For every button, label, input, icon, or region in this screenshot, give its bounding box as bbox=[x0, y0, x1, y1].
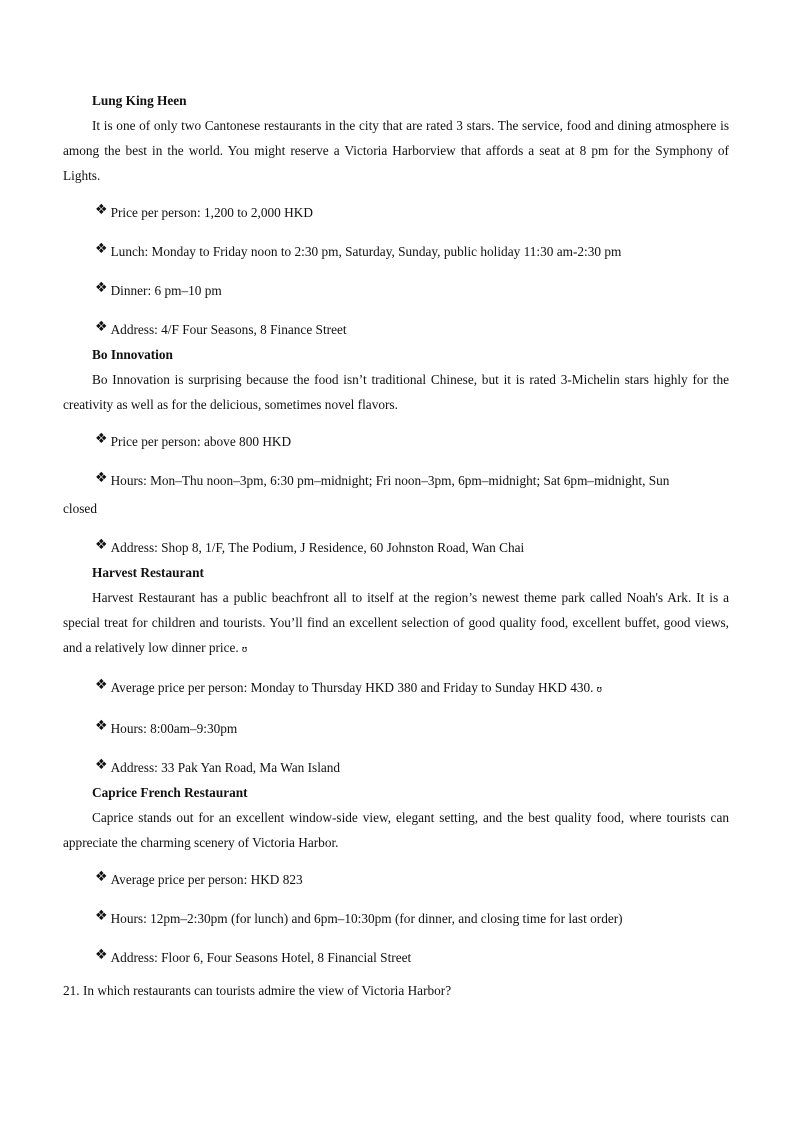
restaurant-description: Caprice stands out for an excellent window-side view, elegant setting, and the best quality food, where tourists can appreciate the charming scenery of Victoria Harbor. bbox=[63, 810, 729, 850]
omega-mark-icon: ʊ bbox=[241, 645, 248, 655]
diamond-bullet-icon: ❖ bbox=[95, 869, 108, 885]
restaurant-heading: Bo Innovation bbox=[92, 347, 173, 362]
detail-bullet bbox=[95, 944, 729, 972]
detail-bullet bbox=[95, 754, 729, 782]
detail-bullet bbox=[95, 715, 729, 743]
restaurant-description: Bo Innovation is surprising because the food isn’t traditional Chinese, but it is rated 3-Michelin stars highly for the creativity as well as for the delicious, sometimes novel flavors. bbox=[63, 372, 729, 412]
detail-text: Price per person: 1,200 to 2,000 HKD bbox=[110, 205, 313, 220]
omega-mark-icon: ʊ bbox=[596, 685, 603, 695]
detail-text: Lunch: Monday to Friday noon to 2:30 pm, Saturday, Sunday, public holiday 11:30 am-2:30 pm bbox=[110, 244, 622, 259]
restaurant-heading: Harvest Restaurant bbox=[92, 565, 204, 580]
detail-bullet bbox=[95, 199, 729, 227]
detail-text: Hours: 8:00am–9:30pm bbox=[110, 721, 238, 736]
detail-bullet bbox=[63, 467, 729, 523]
detail-text: Average price per person: HKD 823 bbox=[110, 872, 303, 887]
restaurant-section bbox=[63, 560, 729, 782]
diamond-bullet-icon: ❖ bbox=[95, 718, 108, 734]
diamond-bullet-icon: ❖ bbox=[95, 757, 108, 773]
diamond-bullet-icon: ❖ bbox=[95, 947, 108, 963]
detail-bullet bbox=[95, 905, 729, 933]
diamond-bullet-icon: ❖ bbox=[95, 677, 108, 693]
detail-text: Address: 33 Pak Yan Road, Ma Wan Island bbox=[110, 760, 341, 775]
description-text: Harvest Restaurant has a public beachfront all to itself at the region’s newest theme park called Noah's Ark. It is a special treat for children and tourists. You’ll find an excellent selection of good quality food, excellent buffet, good views, and a relatively low dinner price. bbox=[63, 590, 729, 655]
diamond-bullet-icon: ❖ bbox=[95, 908, 108, 924]
restaurant-section bbox=[63, 780, 729, 972]
detail-text: Price per person: above 800 HKD bbox=[110, 434, 292, 449]
detail-bullet bbox=[95, 866, 729, 894]
diamond-bullet-icon: ❖ bbox=[95, 319, 108, 335]
diamond-bullet-icon: ❖ bbox=[95, 202, 108, 218]
detail-text: Hours: Mon–Thu noon–3pm, 6:30 pm–midnight; Fri noon–3pm, 6pm–midnight; Sat 6pm–midnight, Sun bbox=[110, 473, 670, 488]
document-page bbox=[63, 88, 729, 1005]
diamond-bullet-icon: ❖ bbox=[95, 470, 108, 486]
restaurant-section bbox=[63, 88, 729, 344]
diamond-bullet-icon: ❖ bbox=[95, 241, 108, 257]
detail-bullet bbox=[95, 674, 729, 704]
detail-bullet bbox=[95, 534, 729, 562]
question-text: 21. In which restaurants can tourists admire the view of Victoria Harbor? bbox=[63, 983, 452, 998]
detail-text: Address: 4/F Four Seasons, 8 Finance Street bbox=[110, 322, 347, 337]
restaurant-section bbox=[63, 342, 729, 562]
restaurant-heading: Lung King Heen bbox=[92, 93, 187, 108]
detail-bullet bbox=[95, 277, 729, 305]
detail-text: Address: Shop 8, 1/F, The Podium, J Residence, 60 Johnston Road, Wan Chai bbox=[110, 540, 525, 555]
detail-bullet bbox=[95, 238, 729, 266]
detail-bullet bbox=[95, 428, 729, 456]
detail-text: Average price per person: Monday to Thursday HKD 380 and Friday to Sunday HKD 430. bbox=[110, 680, 594, 695]
detail-text: Hours: 12pm–2:30pm (for lunch) and 6pm–10:30pm (for dinner, and closing time for last order) bbox=[110, 911, 623, 926]
detail-text-continued: closed bbox=[63, 501, 97, 516]
restaurant-description bbox=[63, 585, 729, 663]
detail-text: Dinner: 6 pm–10 pm bbox=[110, 283, 222, 298]
diamond-bullet-icon: ❖ bbox=[95, 537, 108, 553]
diamond-bullet-icon: ❖ bbox=[95, 280, 108, 296]
diamond-bullet-icon: ❖ bbox=[95, 431, 108, 447]
restaurant-description: It is one of only two Cantonese restaurants in the city that are rated 3 stars. The service, food and dining atmosphere is among the best in the world. You might reserve a Victoria Harborview that affords a seat at 8 pm for the Symphony of Lights. bbox=[63, 118, 729, 183]
restaurant-heading: Caprice French Restaurant bbox=[92, 785, 248, 800]
detail-text: Address: Floor 6, Four Seasons Hotel, 8 Financial Street bbox=[110, 950, 412, 965]
detail-bullet bbox=[95, 316, 729, 344]
